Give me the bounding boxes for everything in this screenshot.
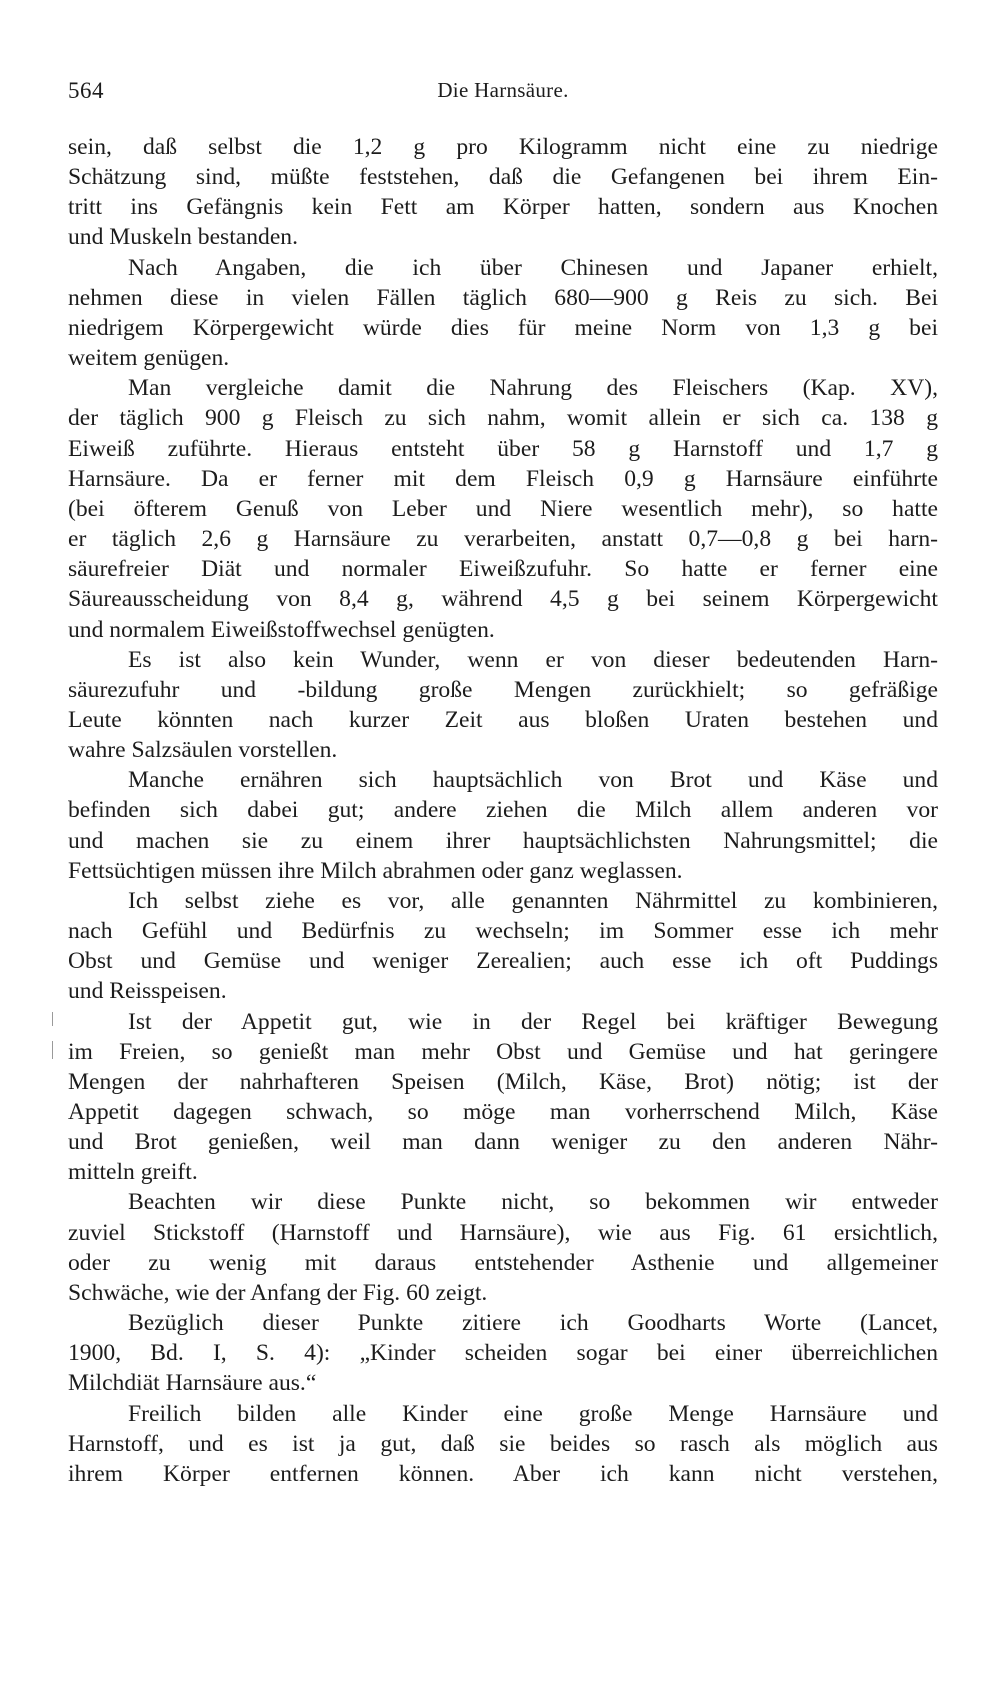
text-line: Harnstoff, und es ist ja gut, daß sie beides so rasch als möglich aus bbox=[68, 1430, 938, 1457]
text-line: und Brot genießen, weil man dann weniger zu den anderen Nähr- bbox=[68, 1129, 938, 1156]
text-line: Manche ernähren sich hauptsächlich von Brot und Käse und bbox=[128, 767, 938, 794]
text-line: sein, daß selbst die 1,2 g pro Kilogramm nicht eine zu niedrige bbox=[68, 134, 938, 160]
text-line: im Freien, so genießt man mehr Obst und Gemüse und hat geringere bbox=[68, 1038, 938, 1065]
text-line: Man vergleiche damit die Nahrung des Fleischers (Kap. XV), bbox=[128, 375, 938, 402]
text-line: säurefreier Diät und normaler Eiweißzufuhr. So hatte er ferner eine bbox=[68, 556, 938, 583]
text-line: Nach Angaben, die ich über Chinesen und Japaner erhielt, bbox=[128, 254, 938, 281]
text-line: Eiweiß zuführte. Hieraus entsteht über 58 g Harnstoff und 1,7 g bbox=[68, 435, 938, 462]
text-line: Bezüglich dieser Punkte zitiere ich Goodharts Worte (Lancet, bbox=[128, 1310, 938, 1337]
page-number: 564 bbox=[68, 78, 104, 103]
text-line: Appetit dagegen schwach, so möge man vorherrschend Milch, Käse bbox=[68, 1099, 938, 1125]
text-line: und normalem Eiweißstoffwechsel genügten. bbox=[68, 616, 495, 643]
text-line: Freilich bilden alle Kinder eine große Menge Harnsäure und bbox=[128, 1400, 938, 1427]
text-line: und Muskeln bestanden. bbox=[68, 224, 299, 251]
text-line: 1900, Bd. I, S. 4): „Kinder scheiden sogar bei einer überreichlichen bbox=[68, 1340, 938, 1367]
text-line: Milchdiät Harnsäure aus.“ bbox=[68, 1370, 317, 1397]
text-line: Beachten wir diese Punkte nicht, so bekommen wir entweder bbox=[128, 1189, 938, 1216]
text-line: nehmen diese in vielen Fällen täglich 680—900 g Reis zu sich. Bei bbox=[68, 284, 938, 311]
text-line: Ich selbst ziehe es vor, alle genannten Nährmittel zu kombinieren, bbox=[128, 887, 938, 914]
text-line: niedrigem Körpergewicht würde dies für meine Norm von 1,3 g bei bbox=[68, 314, 938, 341]
text-line: oder zu wenig mit daraus entstehender Asthenie und allgemeiner bbox=[68, 1249, 938, 1276]
page-header bbox=[68, 78, 938, 112]
text-line: Es ist also kein Wunder, wenn er von dieser bedeutenden Harn- bbox=[128, 646, 938, 673]
scan-artifact-mark bbox=[52, 1041, 53, 1059]
text-line: Schätzung sind, müßte feststehen, daß die Gefangenen bei ihrem Ein- bbox=[68, 164, 938, 191]
text-line: und Reisspeisen. bbox=[68, 978, 227, 1005]
text-line: Obst und Gemüse und weniger Zerealien; auch esse ich oft Puddings bbox=[68, 948, 938, 975]
text-line: zuviel Stickstoff (Harnstoff und Harnsäure), wie aus Fig. 61 ersichtlich, bbox=[68, 1219, 938, 1246]
scan-artifact-mark bbox=[52, 1012, 53, 1026]
text-line: Schwäche, wie der Anfang der Fig. 60 zeigt. bbox=[68, 1279, 488, 1306]
text-line: Ist der Appetit gut, wie in der Regel bei kräftiger Bewegung bbox=[128, 1008, 938, 1035]
text-line: Säureausscheidung von 8,4 g, während 4,5 g bei seinem Körpergewicht bbox=[68, 586, 938, 613]
text-line: säurezufuhr und -bildung große Mengen zurückhielt; so gefräßige bbox=[68, 676, 938, 703]
text-line: Mengen der nahrhafteren Speisen (Milch, Käse, Brot) nötig; ist der bbox=[68, 1068, 938, 1095]
body-text bbox=[68, 132, 938, 1489]
text-line: er täglich 2,6 g Harnsäure zu verarbeiten, anstatt 0,7—0,8 g bei harn- bbox=[68, 526, 938, 553]
text-line: wahre Salzsäulen vorstellen. bbox=[68, 737, 338, 764]
text-line: ihrem Körper entfernen können. Aber ich kann nicht verstehen, bbox=[68, 1460, 938, 1487]
text-line: tritt ins Gefängnis kein Fett am Körper hatten, sondern aus Knochen bbox=[68, 194, 938, 221]
text-line: und machen sie zu einem ihrer hauptsächlichsten Nahrungsmittel; die bbox=[68, 827, 938, 854]
text-line: mitteln greift. bbox=[68, 1159, 198, 1186]
text-line: Fettsüchtigen müssen ihre Milch abrahmen oder ganz weglassen. bbox=[68, 857, 683, 884]
text-line: der täglich 900 g Fleisch zu sich nahm, womit allein er sich ca. 138 g bbox=[68, 405, 938, 432]
text-line: Harnsäure. Da er ferner mit dem Fleisch 0,9 g Harnsäure einführte bbox=[68, 465, 938, 492]
text-line: weitem genügen. bbox=[68, 345, 230, 372]
text-line: Leute könnten nach kurzer Zeit aus bloßen Uraten bestehen und bbox=[68, 706, 938, 733]
text-line: befinden sich dabei gut; andere ziehen die Milch allem anderen vor bbox=[68, 797, 938, 824]
running-title: Die Harnsäure. bbox=[437, 78, 569, 102]
text-line: nach Gefühl und Bedürfnis zu wechseln; im Sommer esse ich mehr bbox=[68, 918, 938, 945]
text-line: (bei öfterem Genuß von Leber und Niere wesentlich mehr), so hatte bbox=[68, 495, 938, 522]
